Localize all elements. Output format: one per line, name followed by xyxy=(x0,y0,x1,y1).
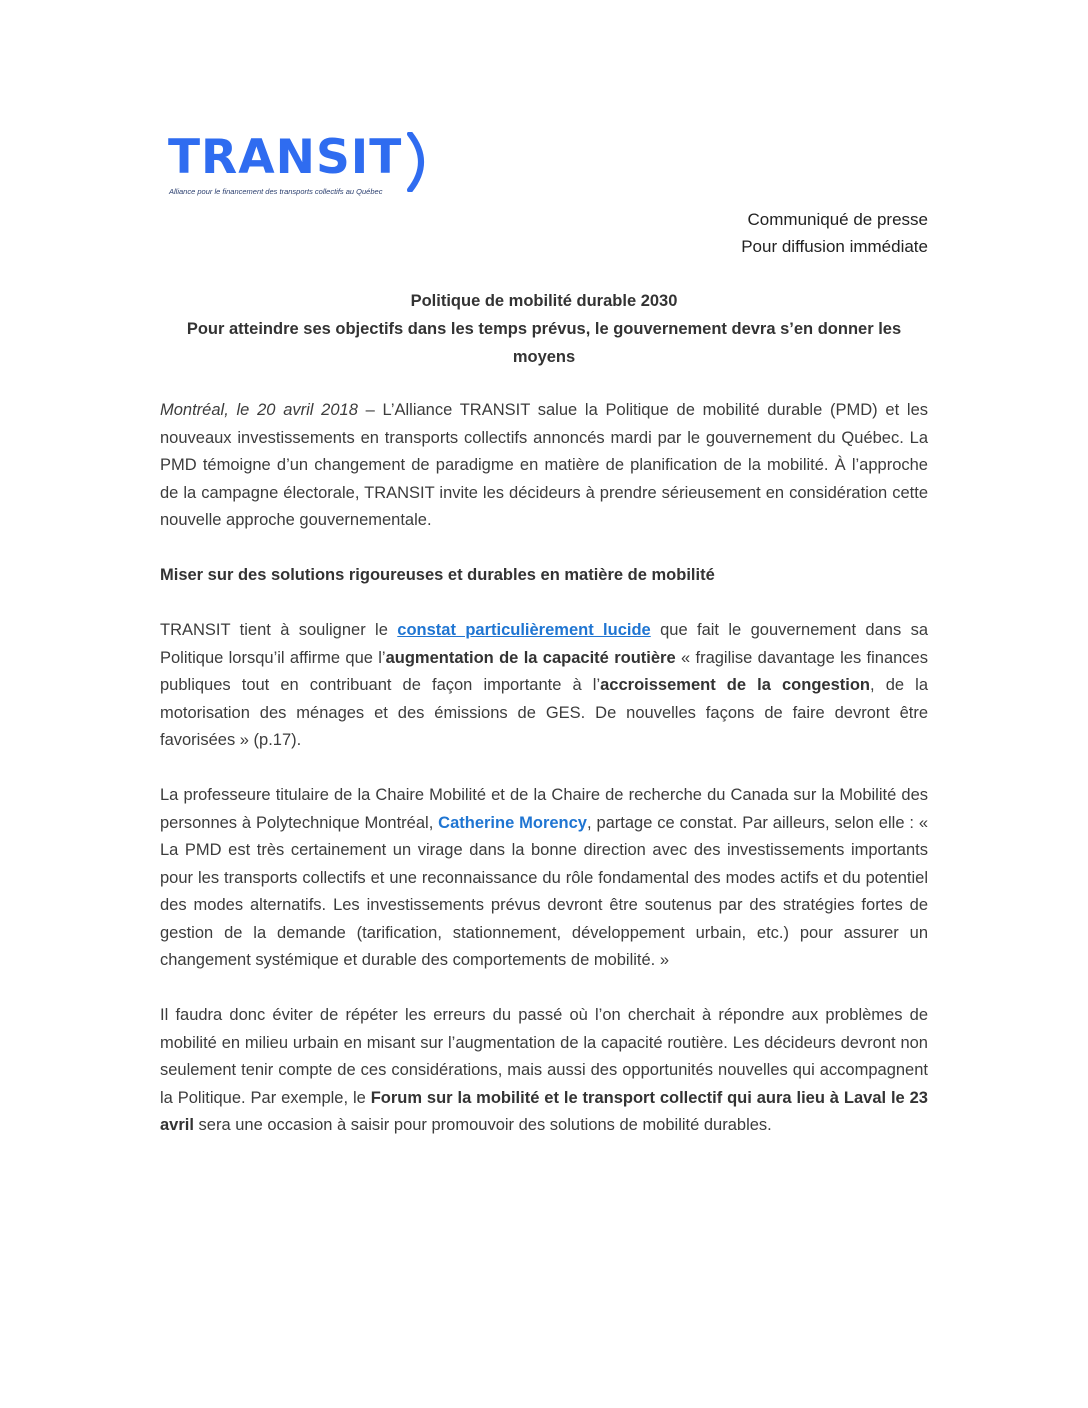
paragraph-morency xyxy=(160,782,928,975)
bold-forum: Forum sur la mobilité et le transport collectif qui aura lieu à Laval le 23 avril xyxy=(160,1088,928,1134)
chevron-right-icon xyxy=(404,132,436,192)
text-run: Il faudra donc éviter de répéter les erreurs du passé où l’on cherchait à répondre aux problèmes de mobilité en milieu urbain en misant sur l’augmentation de la capacité routière. Les décideurs devront non seulement tenir compte de ces considérations, mais aussi des opportunités nouvelles qui accompagnent la Politique. Par exemple, le xyxy=(160,1006,928,1107)
bold-congestion: accroissement de la congestion xyxy=(600,676,871,694)
text-run: « fragilise davantage les finances publiques tout en contribuant de façon importante à l’ xyxy=(160,648,928,694)
constat-link[interactable]: constat particulièrement lucide xyxy=(397,621,651,639)
document-subtitle: Pour atteindre ses objectifs dans les temps prévus, le gouvernement devra s’en donner les moyens xyxy=(186,320,902,366)
transit-logo xyxy=(168,132,438,210)
section-heading: Miser sur des solutions rigoureuses et durables en matière de mobilité xyxy=(160,566,715,584)
paragraph-constat xyxy=(160,617,928,755)
catherine-morency-name: Catherine Morency xyxy=(438,813,587,832)
logo-tagline: Alliance pour le financement des transports collectifs au Québec xyxy=(169,187,383,196)
dateline: Montréal, le 20 avril 2018 xyxy=(160,401,358,419)
bold-capacite-routiere: augmentation de la capacité routière xyxy=(385,648,676,667)
text-run: TRANSIT tient à souligner le xyxy=(160,621,398,639)
text-run: que fait le gouvernement dans sa Politique lorsqu’il affirme que l’ xyxy=(160,621,929,667)
document-title: Politique de mobilité durable 2030 xyxy=(410,292,678,310)
text-run: sera une occasion à saisir pour promouvoir des solutions de mobilité durables. xyxy=(193,1116,772,1134)
document-body xyxy=(160,397,928,1167)
release-timing-label: Pour diffusion immédiate xyxy=(741,237,928,256)
press-release-header xyxy=(741,206,928,260)
text-run: La professeure titulaire de la Chaire Mobilité et de la Chaire de recherche du Canada sur la Mobilité des personnes à Polytechnique Montréal, xyxy=(160,786,928,832)
paragraph-intro-text: – L’Alliance TRANSIT salue la Politique de mobilité durable (PMD) et les nouveaux investissements en transports collectifs annoncés mardi par le gouvernement du Québec. La PMD témoigne d’un changement de paradigme en matière de planification de la mobilité. À l’approche de la campagne électorale, TRANSIT invite les décideurs à prendre sérieusement en considération cette nouvelle approche gouvernementale. xyxy=(160,401,928,529)
paragraph-forum xyxy=(160,1002,928,1140)
document-titles xyxy=(160,287,928,371)
paragraph-intro xyxy=(160,397,928,535)
press-release-label: Communiqué de presse xyxy=(747,210,928,229)
text-run: , de la motorisation des ménages et des émissions de GES. De nouvelles façons de faire devront être favorisées » (p.17). xyxy=(160,676,928,749)
logo-wordmark: TRANSIT xyxy=(168,130,403,185)
text-run: , partage ce constat. Par ailleurs, selon elle : « La PMD est très certainement un virage dans la bonne direction avec des investissements importants pour les transports collectifs et une reconnaissance du rôle fondamental des modes actifs et du potentiel des modes alternatifs. Les investissements prévus devront être soutenus par des stratégies fortes de gestion de la demande (tarification, stationnement, développement urbain, etc.) pour assurer un changement systémique et durable des comportements de mobilité. » xyxy=(160,813,928,969)
